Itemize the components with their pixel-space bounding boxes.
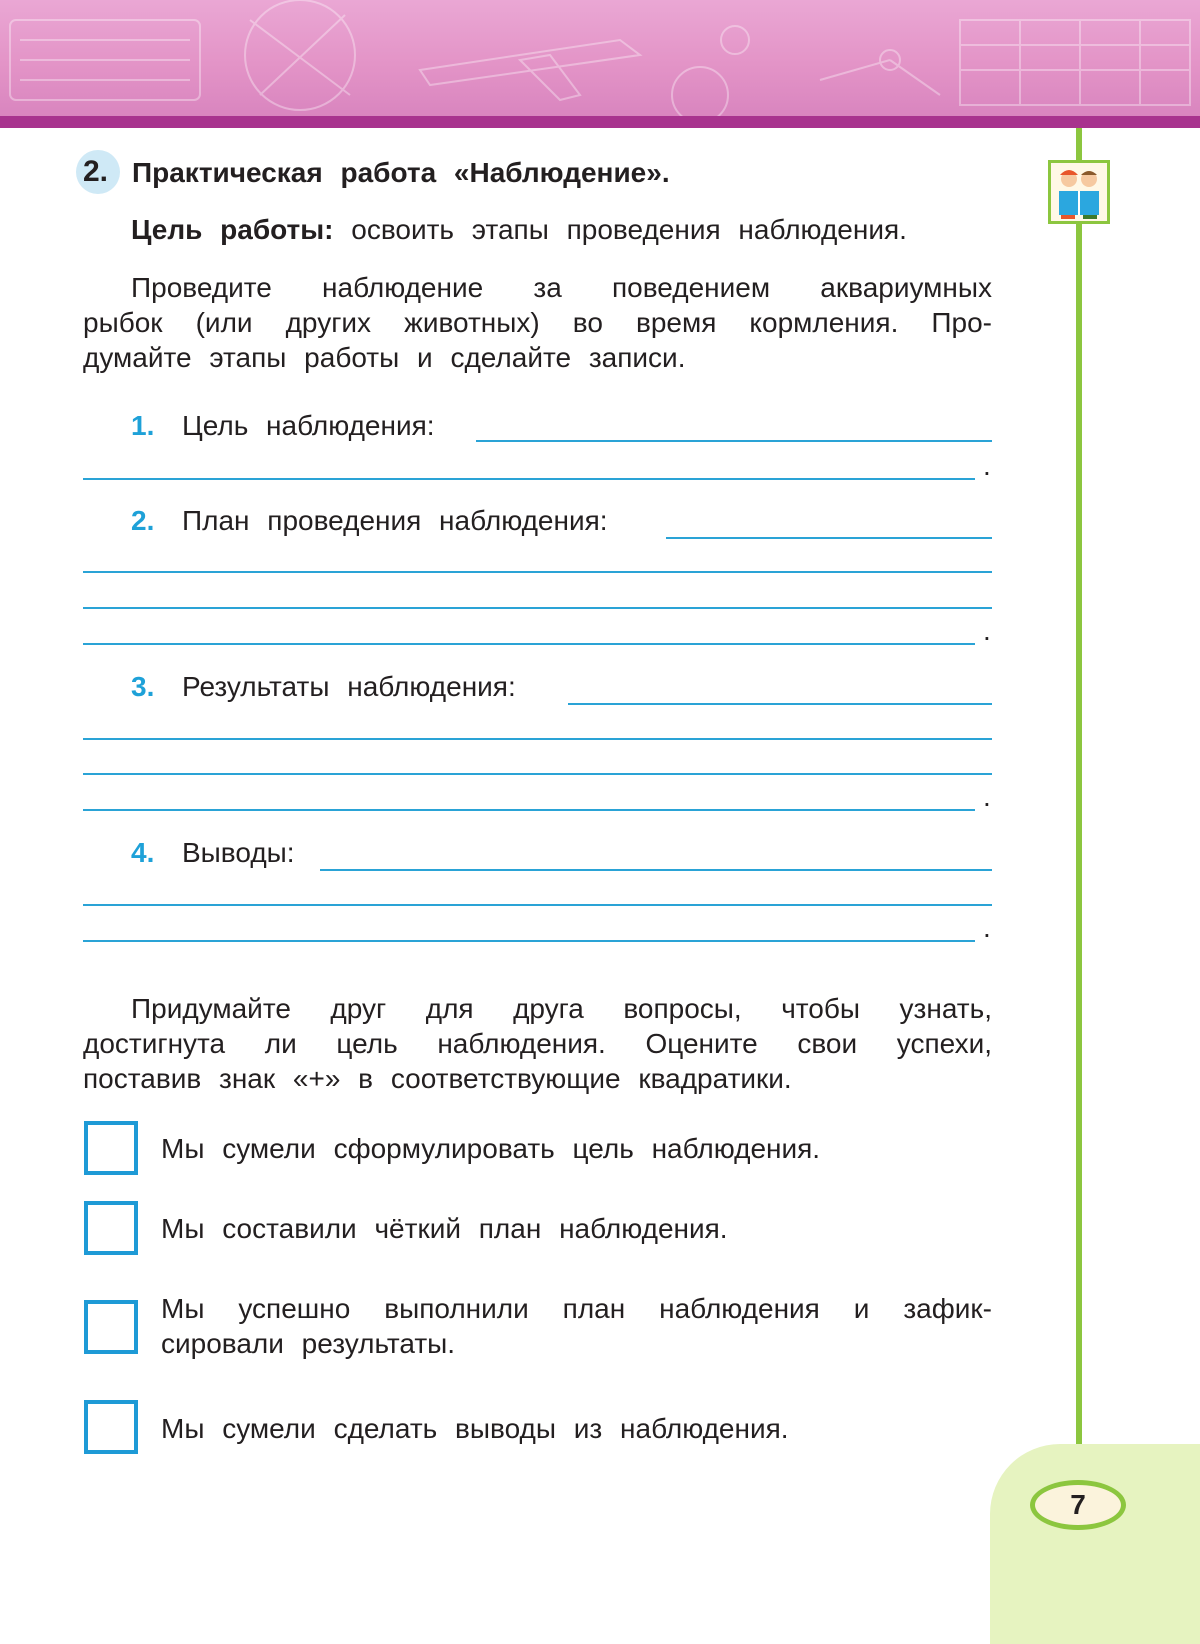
- line-end-dot: .: [983, 781, 991, 812]
- answer-line[interactable]: [83, 809, 975, 811]
- intro-line-2: рыбок (или других животных) во время кормления. Про-: [83, 307, 992, 338]
- answer-line[interactable]: [83, 571, 992, 573]
- corner-panel: [990, 1444, 1200, 1644]
- header-banner: [0, 0, 1200, 116]
- step-1-label: Цель наблюдения:: [182, 410, 435, 441]
- line-end-dot: .: [983, 615, 991, 646]
- answer-line[interactable]: [83, 940, 975, 942]
- answer-line[interactable]: [83, 773, 992, 775]
- answer-line[interactable]: [83, 904, 992, 906]
- self-check-item-4: Мы сумели сделать выводы из наблюдения.: [161, 1413, 789, 1444]
- intro-line-3: думайте этапы работы и сделайте записи.: [83, 342, 686, 373]
- answer-line[interactable]: [83, 738, 992, 740]
- self-check-item-2: Мы составили чёткий план наблюдения.: [161, 1213, 728, 1244]
- step-2-label: План проведения наблюдения:: [182, 505, 608, 536]
- self-check-line-1: Придумайте друг для друга вопросы, чтобы узнать,: [131, 993, 992, 1024]
- self-check-checkbox-3[interactable]: [84, 1300, 138, 1354]
- banner-stripe: [0, 116, 1200, 128]
- step-3-label: Результаты наблюдения:: [182, 671, 516, 702]
- intro-line-1: Проведите наблюдение за поведением аквариумных: [131, 272, 992, 303]
- goal-text: освоить этапы проведения наблюдения.: [351, 214, 907, 245]
- self-check-checkbox-2[interactable]: [84, 1201, 138, 1255]
- line-end-dot: .: [983, 912, 991, 943]
- goal-label: Цель работы:: [131, 214, 334, 245]
- line-end-dot: .: [983, 450, 991, 481]
- step-2-number: 2.: [131, 505, 155, 536]
- self-check-checkbox-4[interactable]: [84, 1400, 138, 1454]
- self-check-checkbox-1[interactable]: [84, 1121, 138, 1175]
- step-3-number: 3.: [131, 671, 155, 702]
- margin-line: [1076, 128, 1082, 1528]
- task-number: 2.: [83, 155, 109, 188]
- step-1-number: 1.: [131, 410, 155, 441]
- self-check-item-3-line-2: сировали результаты.: [161, 1328, 456, 1359]
- self-check-item-3-line-1: Мы успешно выполнили план наблюдения и зафик-: [161, 1293, 992, 1324]
- self-check-line-2: достигнута ли цель наблюдения. Оцените свои успехи,: [83, 1028, 992, 1059]
- step-4-label: Выводы:: [182, 837, 295, 868]
- answer-line[interactable]: [666, 537, 992, 539]
- self-check-line-3: поставив знак «+» в соответствующие квадратики.: [83, 1063, 792, 1094]
- task-title: Практическая работа «Наблюдение».: [132, 157, 670, 188]
- page-number: 7: [1030, 1480, 1126, 1530]
- answer-line[interactable]: [320, 869, 992, 871]
- answer-line[interactable]: [83, 478, 975, 480]
- banner-collage-image: [0, 0, 1200, 116]
- step-4-number: 4.: [131, 837, 155, 868]
- reading-kids-icon: [1048, 160, 1110, 224]
- goal-paragraph: [131, 212, 907, 247]
- answer-line[interactable]: [83, 607, 992, 609]
- answer-line[interactable]: [568, 703, 992, 705]
- answer-line[interactable]: [83, 643, 975, 645]
- self-check-item-1: Мы сумели сформулировать цель наблюдения.: [161, 1133, 821, 1164]
- answer-line[interactable]: [476, 440, 992, 442]
